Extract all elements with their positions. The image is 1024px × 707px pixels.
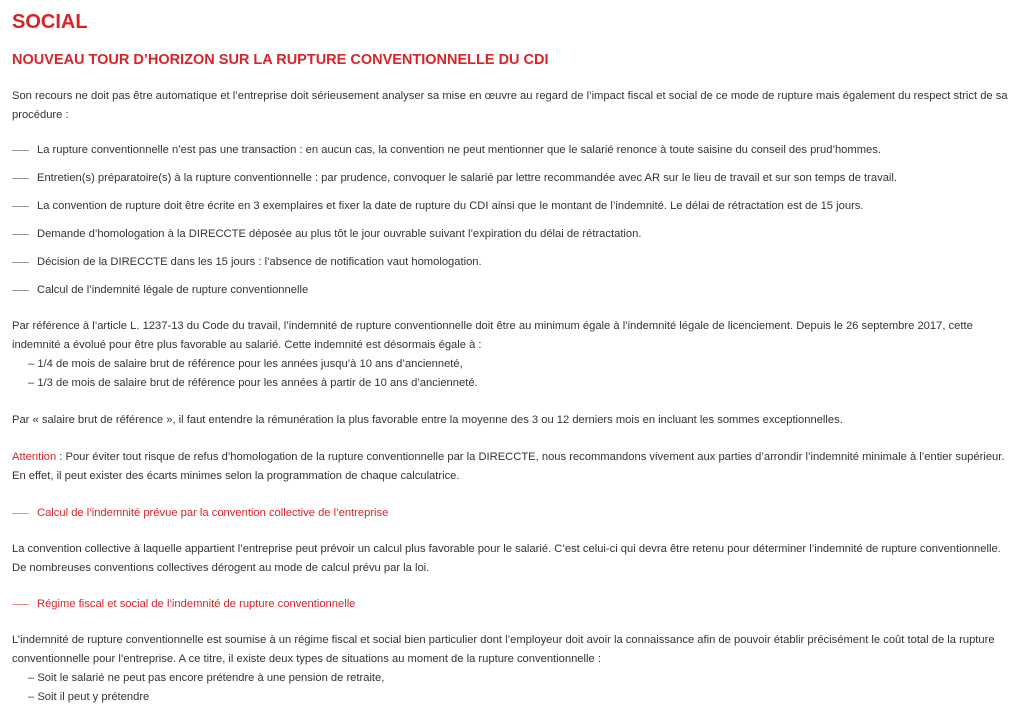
article-reference-paragraph: Par référence à l’article L. 1237-13 du Code du travail, l’indemnité de rupture conventionnelle doit être au minimum égale à l’indemnité légale de licenciement. Depuis le 26 septembre 2017, cette indemnité a évolué pour être plus favorable au salarié. Cette indemnité est désormais égale à : <box>12 320 973 351</box>
list-item <box>12 253 1012 272</box>
list-item-text: La rupture conventionnelle n’est pas une transaction : en aucun cas, la convention ne peut mentionner que le salarié renonce à toute saisine du conseil des prud’hommes. <box>37 144 881 156</box>
subheading-regime <box>12 595 1012 614</box>
dash-icon <box>12 234 29 235</box>
list-item: – Soit il peut y prétendre <box>28 691 150 703</box>
procedure-list <box>12 141 1012 300</box>
subheading-text: Calcul de l’indemnité prévue par la convention collective de l’entreprise <box>37 507 389 519</box>
list-item <box>12 141 1012 160</box>
list-item <box>12 169 1012 188</box>
list-item <box>12 225 1012 244</box>
list-item-text: Entretien(s) préparatoire(s) à la rupture conventionnelle : par prudence, convoquer le salarié par lettre recommandée avec AR sur le lieu de travail et sur son temps de travail. <box>37 172 898 184</box>
attention-text: : Pour éviter tout risque de refus d’homologation de la rupture conventionnelle par la DIRECCTE, nous recommandons vivement aux parties d’arrondir l’indemnité minimale à l’entier supérieur. En effet, il peut exister des écarts minimes selon la programmation de chaque calculatrice. <box>12 451 1005 482</box>
attention-label: Attention <box>12 451 57 463</box>
list-item <box>12 281 1012 300</box>
list-item-text: Calcul de l’indemnité légale de rupture conventionnelle <box>37 284 309 296</box>
page-title: NOUVEAU TOUR D’HORIZON SUR LA RUPTURE CONVENTIONNELLE DU CDI <box>12 52 549 68</box>
dash-icon <box>12 262 29 263</box>
convention-paragraph: La convention collective à laquelle appartient l’entreprise peut prévoir un calcul plus favorable pour le salarié. C’est celui-ci qui devra être retenu pour déterminer l’indemnité de rupture conventionnelle. De nombreuses conventions collectives dérogent au mode de calcul prévu par la loi. <box>12 543 1001 574</box>
regime-paragraph: L’indemnité de rupture conventionnelle est soumise à un régime fiscal et social bien particulier dont l’employeur doit avoir la connaissance afin de pouvoir établir précisément le coût total de la rupture conventionnelle pour l’entreprise. A ce titre, il existe deux types de situations au moment de la rupture conventionnelle : <box>12 634 995 665</box>
dash-icon <box>12 150 29 151</box>
list-item <box>12 197 1012 216</box>
salaire-paragraph: Par « salaire brut de référence », il faut entendre la rémunération la plus favorable entre la moyenne des 3 ou 12 derniers mois en incluant les sommes exceptionnelles. <box>12 414 843 426</box>
attention-paragraph <box>12 448 1012 486</box>
list-item: – 1/3 de mois de salaire brut de référence pour les années à partir de 10 ans d’ancienneté. <box>28 377 478 389</box>
list-item: – Soit le salarié ne peut pas encore prétendre à une pension de retraite, <box>28 672 385 684</box>
list-item-text: Demande d’homologation à la DIRECCTE déposée au plus tôt le jour ouvrable suivant l’expiration du délai de rétractation. <box>37 228 642 240</box>
list-item: – 1/4 de mois de salaire brut de référence pour les années jusqu’à 10 ans d’ancienneté, <box>28 358 463 370</box>
intro-paragraph: Son recours ne doit pas être automatique et l’entreprise doit sérieusement analyser sa mise en œuvre au regard de l’impact fiscal et social de ce mode de rupture mais également du respect strict de sa procédure : <box>12 90 1008 121</box>
subheading-text: Régime fiscal et social de l’indemnité de rupture conventionnelle <box>37 598 356 610</box>
section-title: SOCIAL <box>12 11 88 33</box>
dash-icon <box>12 513 29 514</box>
dash-icon <box>12 290 29 291</box>
dash-icon <box>12 178 29 179</box>
subheading-convention <box>12 504 1012 523</box>
dash-icon <box>12 604 29 605</box>
dash-icon <box>12 206 29 207</box>
list-item-text: La convention de rupture doit être écrite en 3 exemplaires et fixer la date de rupture du CDI ainsi que le montant de l’indemnité. Le délai de rétractation est de 15 jours. <box>37 200 864 212</box>
list-item-text: Décision de la DIRECCTE dans les 15 jours : l’absence de notification vaut homologation. <box>37 256 482 268</box>
